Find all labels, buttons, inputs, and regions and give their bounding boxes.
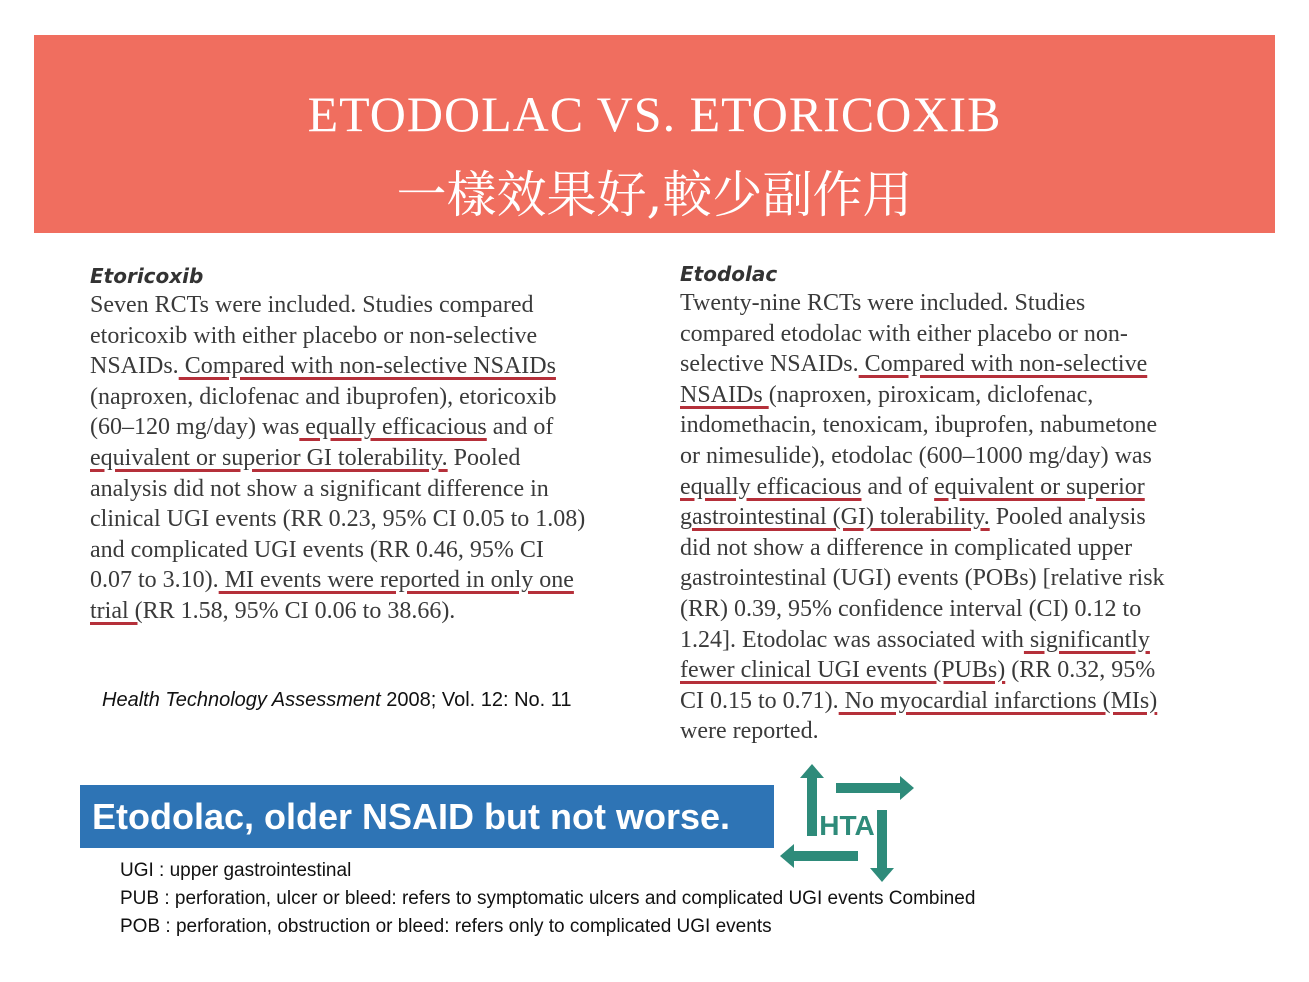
- etodolac-section: [680, 262, 1165, 747]
- note-pob: POB : perforation, obstruction or bleed: refers only to complicated UGI events: [120, 916, 772, 937]
- text-segment: 1.24]. Etodolac was associated with: [680, 626, 1024, 653]
- underlined-phrase: Compared with non-selective: [858, 351, 1148, 378]
- text-line: [680, 502, 1165, 533]
- text-line: [680, 533, 1165, 564]
- text-line: [90, 290, 585, 321]
- hta-logo-text: HTA: [819, 810, 875, 841]
- text-line: [90, 474, 585, 505]
- conclusion-box: Etodolac, older NSAID but not worse.: [80, 785, 774, 848]
- text-segment: or nimesulide), etodolac (600–1000 mg/day) was: [680, 442, 1152, 469]
- citation-details: 2008; Vol. 12: No. 11: [380, 689, 572, 711]
- text-segment: (naproxen, piroxicam, diclofenac,: [768, 381, 1094, 408]
- underlined-phrase: equally efficacious: [299, 414, 487, 441]
- text-line: [90, 504, 585, 535]
- text-line: [680, 594, 1165, 625]
- underlined-phrase: gastrointestinal (GI) tolerability.: [680, 504, 990, 531]
- underlined-phrase: equally efficacious: [680, 473, 862, 500]
- etoricoxib-text: [90, 290, 585, 627]
- text-line: [90, 351, 585, 382]
- note-ugi: UGI : upper gastrointestinal: [120, 860, 352, 881]
- text-line: [680, 655, 1165, 686]
- text-segment: and of: [486, 414, 554, 441]
- text-segment: 0.07 to 3.10).: [90, 567, 219, 594]
- text-segment: Twenty-nine RCTs were included. Studies: [680, 290, 1086, 316]
- text-segment: (60–120 mg/day) was: [90, 414, 300, 441]
- etoricoxib-heading: Etoricoxib: [90, 264, 204, 288]
- text-segment: did not show a difference in complicated upper: [680, 534, 1133, 561]
- etodolac-text: [680, 288, 1165, 747]
- underlined-phrase: equivalent or superior GI tolerability.: [90, 444, 448, 471]
- note-pub: PUB : perforation, ulcer or bleed: refers to symptomatic ulcers and complicated UGI events Combined: [120, 888, 976, 909]
- citation-journal: Health Technology Assessment: [102, 689, 381, 711]
- abbreviation-notes: [120, 857, 975, 941]
- text-line: [680, 380, 1165, 411]
- underlined-phrase: Compared with non-selective NSAIDs: [178, 353, 556, 380]
- text-segment: Seven RCTs were included. Studies compared: [90, 292, 534, 318]
- text-line: [90, 596, 585, 627]
- underlined-phrase: NSAIDs: [680, 381, 769, 408]
- text-line: [90, 382, 585, 413]
- etodolac-heading: Etodolac: [680, 262, 778, 286]
- title-banner: [34, 35, 1275, 233]
- slide-title: ETODOLAC VS. ETORICOXIB: [307, 86, 1002, 142]
- text-line: [90, 535, 585, 566]
- text-segment: and complicated UGI events (RR 0.46, 95% CI: [90, 536, 544, 563]
- text-segment: NSAIDs.: [90, 353, 179, 380]
- text-line: [90, 321, 585, 352]
- text-segment: clinical UGI events (RR 0.23, 95% CI 0.05 to 1.08): [90, 506, 586, 533]
- text-segment: (RR) 0.39, 95% confidence interval (CI) 0.12 to: [680, 595, 1142, 622]
- text-segment: were reported.: [680, 718, 819, 745]
- text-line: [90, 412, 585, 443]
- underlined-phrase: significantly: [1023, 626, 1150, 653]
- text-segment: and of: [861, 473, 935, 500]
- underlined-phrase: No myocardial infarctions (MIs): [838, 687, 1158, 714]
- text-line: [680, 288, 1165, 319]
- text-segment: compared etodolac with either placebo or non-: [680, 320, 1128, 347]
- text-segment: (naproxen, diclofenac and ibuprofen), etoricoxib: [90, 383, 557, 410]
- text-segment: CI 0.15 to 0.71).: [680, 687, 839, 714]
- text-segment: RR 1.58, 95% CI 0.06 to 38.66).: [142, 597, 456, 624]
- text-line: [680, 625, 1165, 656]
- underlined-phrase: fewer clinical UGI events (PUBs): [680, 657, 1006, 684]
- etoricoxib-section: [90, 264, 585, 627]
- underlined-phrase: MI events were reported in only one: [218, 567, 574, 594]
- text-segment: Pooled analysis: [989, 504, 1146, 531]
- text-segment: Pooled: [447, 444, 521, 471]
- text-line: [680, 716, 1165, 747]
- text-segment: (RR 0.32, 95%: [1005, 657, 1156, 684]
- slide-subtitle: 一樣效果好,較少副作用: [396, 166, 913, 224]
- text-line: [680, 472, 1165, 503]
- text-line: [680, 349, 1165, 380]
- underlined-phrase: trial (: [90, 597, 143, 624]
- text-segment: selective NSAIDs.: [680, 351, 859, 378]
- text-segment: analysis did not show a significant difference in: [90, 475, 549, 502]
- underlined-phrase: equivalent or superior: [934, 473, 1145, 500]
- text-line: [680, 441, 1165, 472]
- text-segment: gastrointestinal (UGI) events (POBs) [relative risk: [680, 565, 1165, 592]
- text-line: [680, 563, 1165, 594]
- text-segment: indomethacin, tenoxicam, ibuprofen, nabumetone: [680, 412, 1158, 439]
- text-line: [680, 319, 1165, 350]
- text-line: [680, 686, 1165, 717]
- text-line: [680, 410, 1165, 441]
- text-line: [90, 443, 585, 474]
- text-segment: etoricoxib with either placebo or non-selective: [90, 322, 538, 349]
- text-line: [90, 565, 585, 596]
- citation: [102, 689, 572, 712]
